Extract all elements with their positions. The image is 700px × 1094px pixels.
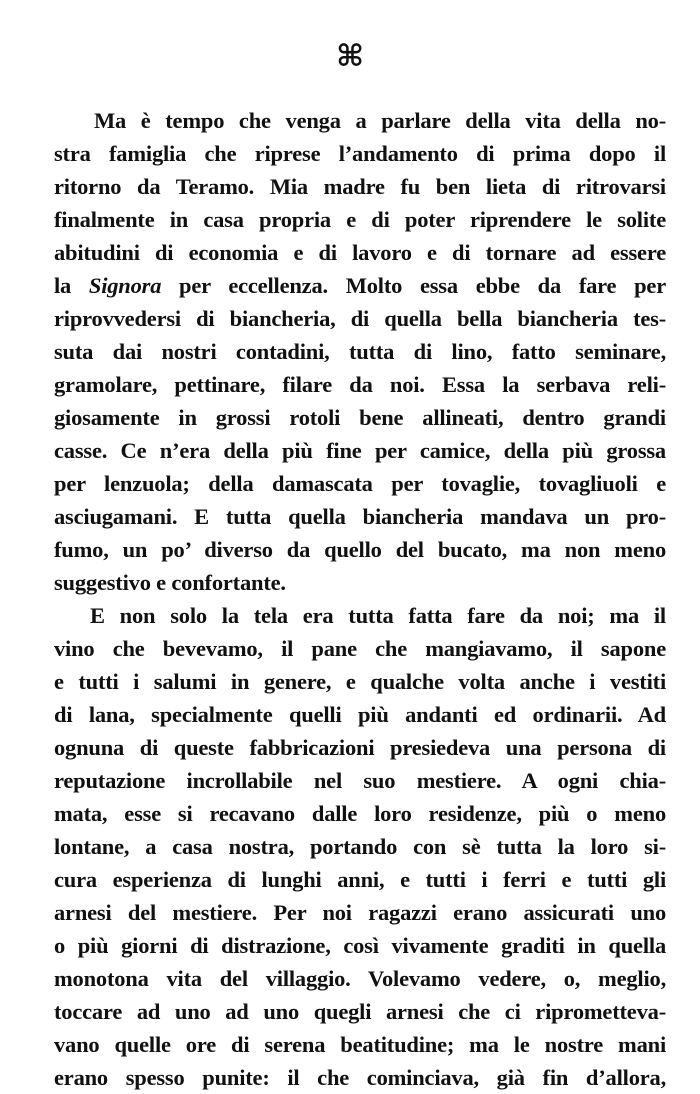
text-line: stra famiglia che riprese l’andamento di prima dopo il: [54, 141, 666, 166]
text-line: E non solo la tela era tutta fatta fare da noi; ma il: [90, 603, 666, 628]
text-line: finalmente in casa propria e di poter riprendere le solite: [54, 207, 666, 232]
text-line: arnesi del mestiere. Per noi ragazzi erano assicurati uno: [54, 900, 666, 925]
text-line: gramolare, pettinare, filare da noi. Essa la serbava reli-: [54, 372, 666, 397]
body-text: [54, 104, 666, 1094]
text-line: cura esperienza di lunghi anni, e tutti i ferri e tutti gli: [54, 867, 666, 892]
text-line: fumo, un po’ diverso da quello del bucato, ma non meno: [54, 537, 666, 562]
text-line: vano quelle ore di serena beatitudine; ma le nostre mani: [54, 1032, 666, 1057]
text-line: casse. Ce n’era della più fine per camice, della più grossa: [54, 438, 666, 463]
text-line: toccare ad uno ad uno quegli arnesi che ci riprometteva-: [54, 999, 666, 1024]
text-fragment: la: [54, 273, 89, 298]
text-line: suta dai nostri contadini, tutta di lino, fatto seminare,: [54, 339, 666, 364]
text-line: giosamente in grossi rotoli bene allineati, dentro grandi: [54, 405, 666, 430]
italic-word: Signora: [88, 273, 162, 298]
text-line: riprovvedersi di biancheria, di quella bella biancheria tes-: [54, 306, 666, 331]
text-line: mata, esse si recavano dalle loro residenze, più o meno: [54, 801, 666, 826]
text-line: [54, 269, 666, 302]
text-line: ritorno da Teramo. Mia madre fu ben lieta di ritrovarsi: [54, 174, 666, 199]
text-line: o più giorni di distrazione, così vivamente graditi in quella: [54, 933, 666, 958]
text-line: suggestivo e confortante.: [54, 570, 286, 595]
text-line: lontane, a casa nostra, portando con sè tutta la loro si-: [54, 834, 666, 859]
text-line: abitudini di economia e di lavoro e di tornare ad essere: [54, 240, 666, 265]
text-line: vino che bevevamo, il pane che mangiavamo, il sapone: [54, 636, 666, 661]
text-line: di lana, specialmente quelli più andanti ed ordinarii. Ad: [54, 702, 666, 727]
text-line: Ma è tempo che venga a parlare della vita della no-: [94, 108, 666, 133]
text-line: asciugamani. E tutta quella biancheria mandava un pro-: [54, 504, 666, 529]
text-line: ognuna di queste fabbricazioni presiedeva una persona di: [54, 735, 666, 760]
text-line: erano spesso punite: il che cominciava, già fin d’allora,: [54, 1065, 666, 1090]
text-line: reputazione incrollabile nel suo mestiere. A ogni chia-: [54, 768, 666, 793]
section-ornament-icon: ⌘: [336, 40, 364, 73]
text-line: per lenzuola; della damascata per tovaglie, tovagliuoli e: [54, 471, 666, 496]
text-fragment: per eccellenza. Molto essa ebbe da fare per: [161, 273, 666, 298]
text-line: monotona vita del villaggio. Volevamo vedere, o, meglio,: [54, 966, 666, 991]
text-line: e tutti i salumi in genere, e qualche volta anche i vestiti: [54, 669, 666, 694]
